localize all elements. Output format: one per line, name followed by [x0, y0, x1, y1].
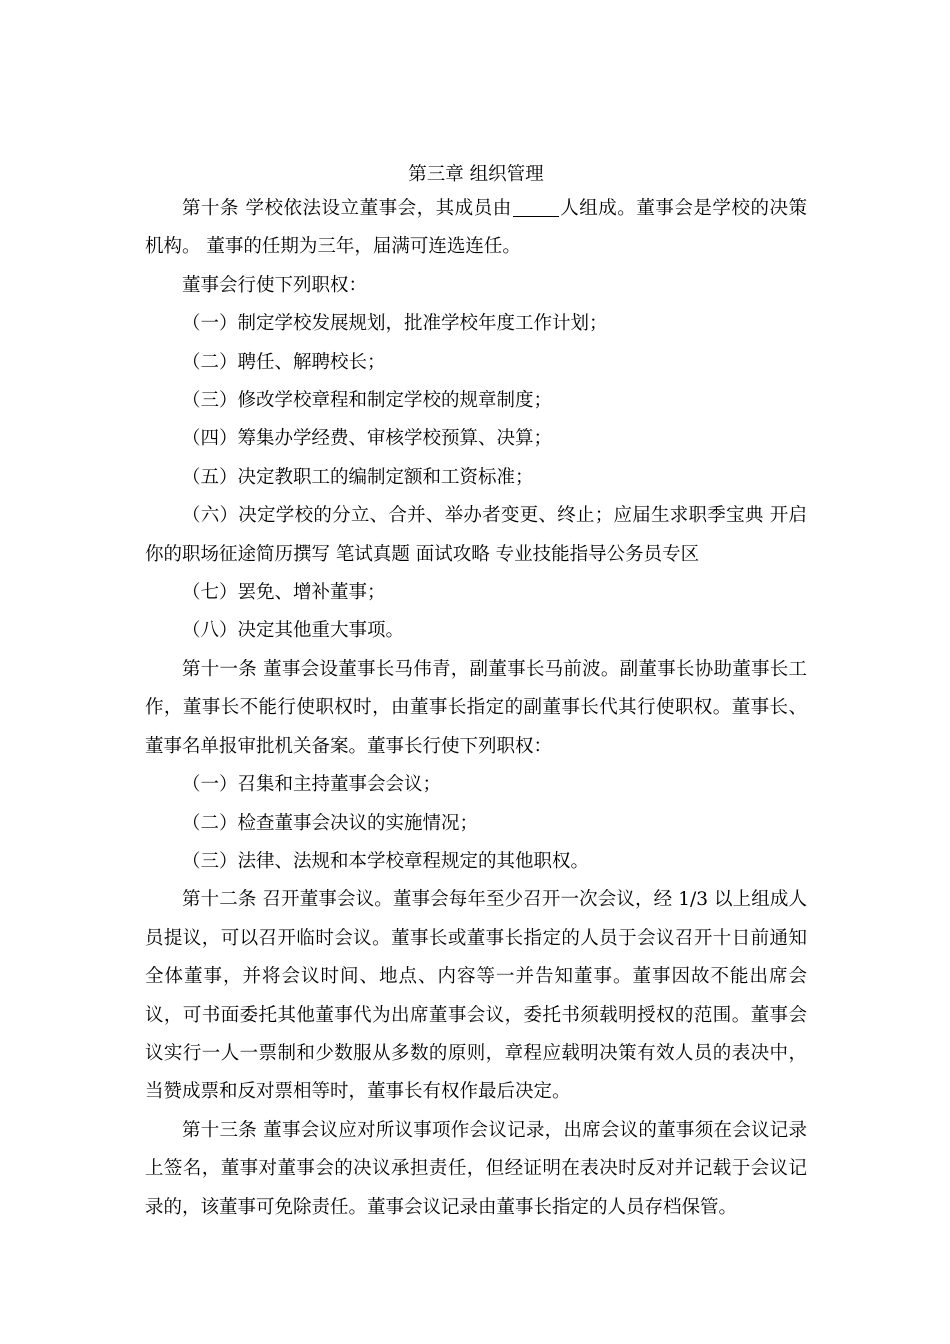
article-10-text-a: 第十条 学校依法设立董事会，其成员由: [182, 198, 512, 219]
chapter-title: 第三章 组织管理: [408, 164, 544, 185]
board-power-item: （三）修改学校章程和制定学校的规章制度；: [182, 390, 553, 412]
article-10-text-b: 人组成。董事会是学校的决策机构。 董事的任期为三年，届满可连选连任。: [145, 198, 807, 258]
board-power-item: （八）决定其他重大事项。: [182, 620, 405, 642]
document-page: [145, 160, 807, 1227]
board-power-item: （四）筹集办学经费、审核学校预算、决算；: [182, 428, 553, 450]
chair-power-item: （三）法律、法规和本学校章程规定的其他职权。: [182, 850, 590, 872]
board-power-item: （一）制定学校发展规划，批准学校年度工作计划；: [182, 313, 608, 335]
board-power-item: （二）聘任、解聘校长；: [182, 351, 386, 373]
article-11: 第十一条 董事会设董事长马伟青，副董事长马前波。副董事长协助董事长工作，董事长不能行使职权时，由董事长指定的副董事长代其行使职权。董事长、董事名单报审批机关备案。董事长行使下列职权：: [145, 658, 807, 757]
chair-power-item: （一）召集和主持董事会会议；: [182, 774, 442, 796]
article-10: [145, 190, 807, 267]
board-power-item: （六）决定学校的分立、合并、举办者变更、终止；应届生求职季宝典 开启你的职场征途简历撰写 笔试真题 面试攻略 专业技能指导公务员专区: [145, 505, 807, 565]
board-power-item: （七）罢免、增补董事；: [182, 582, 386, 604]
article-13: 第十三条 董事会议应对所议事项作会议记录，出席会议的董事须在会议记录上签名，董事对董事会的决议承担责任，但经证明在表决时反对并记载于会议记录的，该董事可免除责任。董事会议记录由董事长指定的人员存档保管。: [145, 1119, 807, 1218]
chair-power-item: （二）检查董事会决议的实施情况；: [182, 812, 479, 834]
board-powers-intro: 董事会行使下列职权：: [182, 274, 368, 296]
article-12: 第十二条 召开董事会议。董事会每年至少召开一次会议，经 1/3 以上组成人员提议，可以召开临时会议。董事长或董事长指定的人员于会议召开十日前通知全体董事，并将会议时间、地点、内容等一并告知董事。董事因故不能出席会议，可书面委托其他董事代为出席董事会议，委托书须载明授权的范围。董事会议实行一人一票制和少数服从多数的原则，章程应载明决策有效人员的表决中，当赞成票和反对票相等时，董事长有权作最后决定。: [145, 889, 807, 1103]
board-power-item: （五）决定教职工的编制定额和工资标准；: [182, 466, 534, 488]
fill-in-blank-line: [513, 198, 559, 218]
